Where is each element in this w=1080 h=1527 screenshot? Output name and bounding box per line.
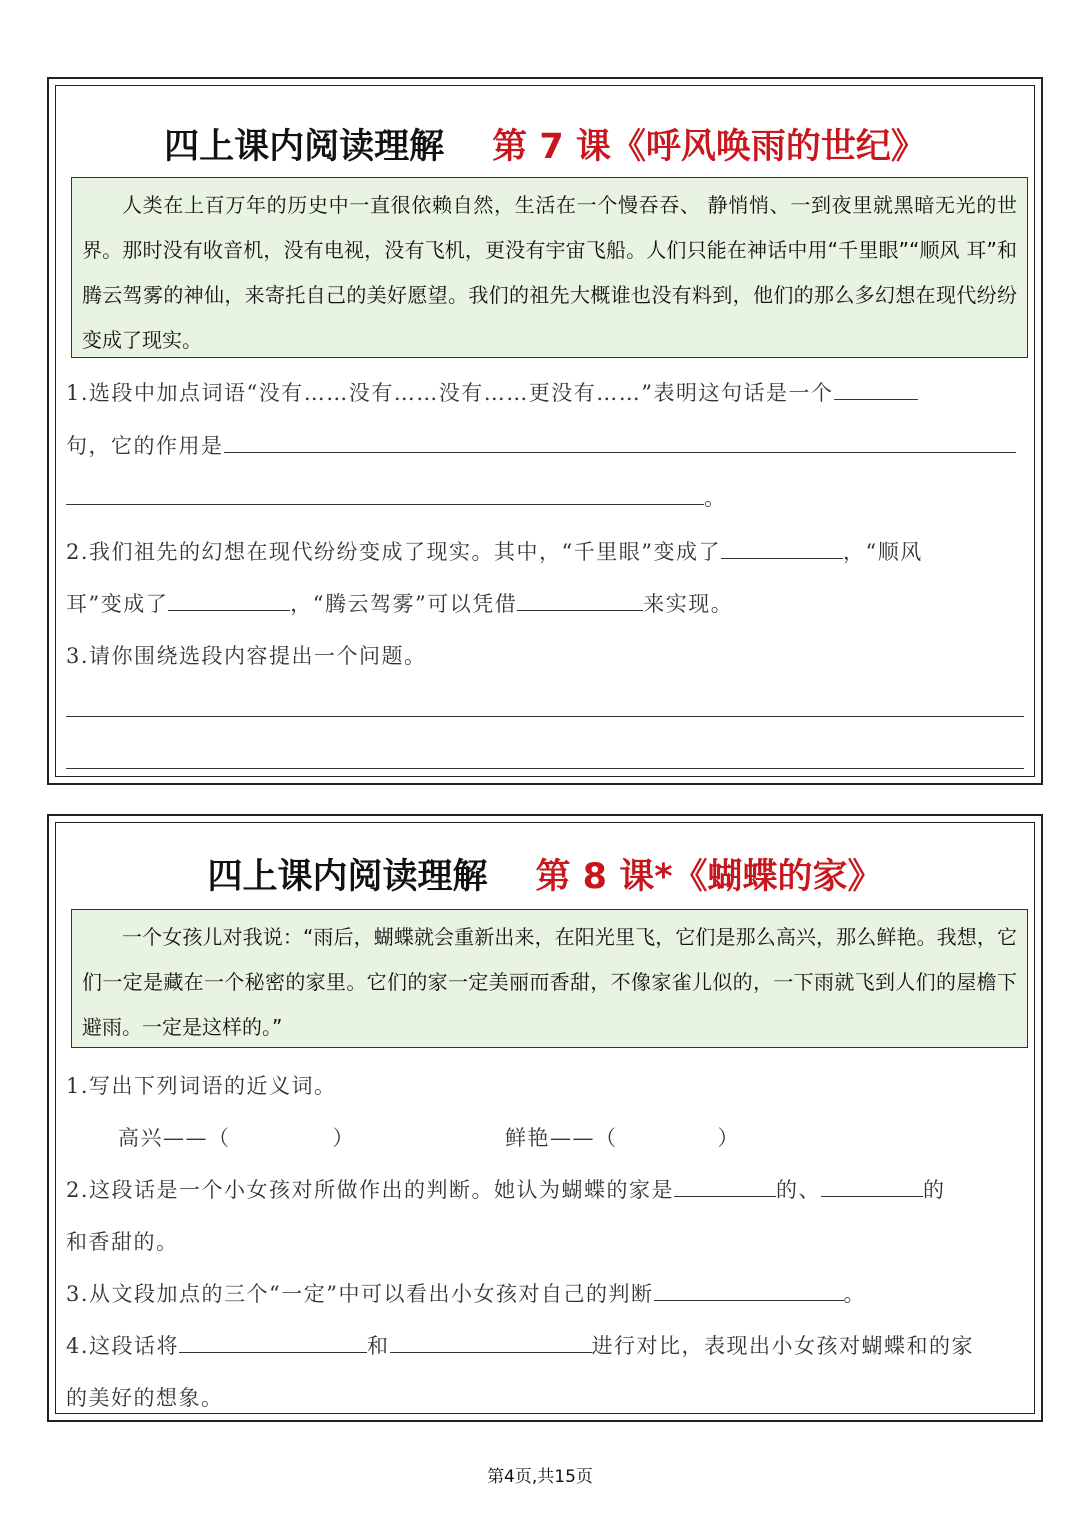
lesson7-q2-text-b: ，“顺风 (843, 540, 923, 564)
lesson8-q2-line1 (66, 1174, 1024, 1204)
lesson8-title (56, 849, 1034, 899)
lesson8-q3-blank[interactable] (654, 1278, 844, 1301)
lesson8-q2-text-c: 的 (923, 1178, 946, 1202)
lesson8-q2-line2 (66, 1226, 1024, 1256)
lesson8-q1-word-gaoxing: 高兴——（ (118, 1126, 231, 1150)
lesson8-q4-text-c: 进行对比，表现出小女孩对蝴蝶和的家 (591, 1334, 975, 1358)
lesson7-q1-line1 (66, 377, 1024, 407)
lesson8-q3-text-a: 3.从文段加点的三个“一定”中可以看出小女孩对自己的判断 (66, 1282, 654, 1306)
lesson7-q1-blank-function[interactable] (224, 430, 1016, 453)
lesson7-q1-end: 。 (704, 486, 727, 510)
lesson8-q4-text-a: 4.这段话将 (66, 1334, 180, 1358)
lesson7-q1-line3 (66, 482, 1024, 512)
lesson7-q2-text-d: ，“腾云驾雾”可以凭借 (290, 592, 518, 616)
lesson8-q2-blank-2[interactable] (821, 1174, 923, 1197)
lesson7-q2-line2 (66, 588, 1024, 618)
lesson7-q2-blank-qianliyan[interactable] (721, 536, 843, 559)
lesson7-q3-text: 3.请你围绕选段内容提出一个问题。 (66, 644, 427, 668)
lesson7-q1-blank-function-cont[interactable] (66, 482, 704, 505)
lesson7-card (47, 77, 1043, 785)
lesson8-q1-blank-xianyan[interactable] (618, 1123, 718, 1145)
lesson7-title-prefix: 四上课内阅读理解 (164, 127, 445, 167)
lesson7-q2-text-a: 2.我们祖先的幻想在现代纷纷变成了现实。其中，“千里眼”变成了 (66, 540, 722, 564)
page-footer: 第4页,共15页 (487, 1467, 593, 1487)
lesson7-q1-blank-type[interactable] (834, 377, 918, 400)
lesson7-title-lesson: 第 7 课《呼风唤雨的世纪》 (492, 127, 926, 167)
lesson7-inner-border (55, 85, 1035, 777)
lesson8-title-prefix: 四上课内阅读理解 (207, 857, 488, 897)
lesson7-q2-line1 (66, 536, 1024, 566)
lesson8-q1-word-xianyan: 鲜艳——（ (505, 1126, 618, 1150)
lesson8-q1-blank-gaoxing[interactable] (231, 1123, 333, 1145)
lesson7-q3-answer-line2[interactable] (66, 768, 1024, 769)
lesson8-q1-line (66, 1070, 1024, 1100)
lesson8-q2-text-d: 和香甜的。 (66, 1230, 179, 1254)
lesson8-passage: 一个女孩儿对我说：“雨后，蝴蝶就会重新出来，在阳光里飞，它们是那么高兴，那么鲜艳。我想，它们一定是藏在一个秘密的家里。它们的家一定美丽而香甜，不像家雀儿似的，一下雨就飞到人们的屋檐下避雨。一定是这样的。” (71, 909, 1028, 1048)
lesson8-q1-text: 1.写出下列词语的近义词。 (66, 1074, 337, 1098)
lesson7-q2-blank-tengyun[interactable] (517, 588, 643, 611)
lesson7-q1-line2 (66, 430, 1024, 460)
lesson8-q1-words (66, 1122, 1024, 1152)
lesson8-q2-blank-1[interactable] (674, 1174, 776, 1197)
lesson7-title (56, 119, 1034, 169)
lesson7-q3-answer-line1[interactable] (66, 716, 1024, 717)
lesson8-q4-line1 (66, 1330, 1024, 1360)
lesson8-card (47, 814, 1043, 1422)
lesson8-q1-close1: ） (332, 1126, 355, 1150)
lesson7-q2-blank-shunfenger[interactable] (168, 588, 290, 611)
lesson7-q3-line (66, 640, 1024, 670)
lesson8-q4-text-d: 的美好的想象。 (66, 1386, 224, 1410)
lesson8-q1-close2: ） (717, 1126, 740, 1150)
lesson7-q1-text2: 句，它的作用是 (66, 434, 224, 458)
lesson7-q1-text: 1.选段中加点词语“没有……没有……没有……更没有……”表明这句话是一个 (66, 381, 834, 405)
lesson8-q2-text-a: 2.这段话是一个小女孩对所做作出的判断。她认为蝴蝶的家是 (66, 1178, 675, 1202)
lesson7-passage: 人类在上百万年的历史中一直很依赖自然，生活在一个慢吞吞、 静悄悄、一到夜里就黑暗无光的世界。那时没有收音机，没有电视，没有飞机，更没有宇宙飞船。人们只能在神话中用“千里眼”“顺风 耳”和腾云驾雾的神仙，来寄托自己的美好愿望。我们的祖先大概谁也没有料到，他们的那么多幻想在现代纷纷变成了现实。 (71, 177, 1028, 358)
lesson8-title-lesson: 第 8 课*《蝴蝶的家》 (535, 857, 883, 897)
lesson8-q4-line2 (66, 1382, 1024, 1412)
lesson7-q2-text-c: 耳”变成了 (66, 592, 169, 616)
lesson8-q3-text-b: 。 (843, 1282, 867, 1306)
lesson8-q4-blank-2[interactable] (390, 1330, 592, 1353)
lesson8-q2-text-b: 的、 (776, 1178, 822, 1202)
lesson8-q4-blank-1[interactable] (179, 1330, 367, 1353)
lesson7-q2-text-e: 来实现。 (643, 592, 734, 616)
lesson8-q4-text-b: 和 (367, 1334, 390, 1358)
lesson8-q3-line (66, 1278, 1024, 1308)
lesson8-inner-border (55, 822, 1035, 1414)
